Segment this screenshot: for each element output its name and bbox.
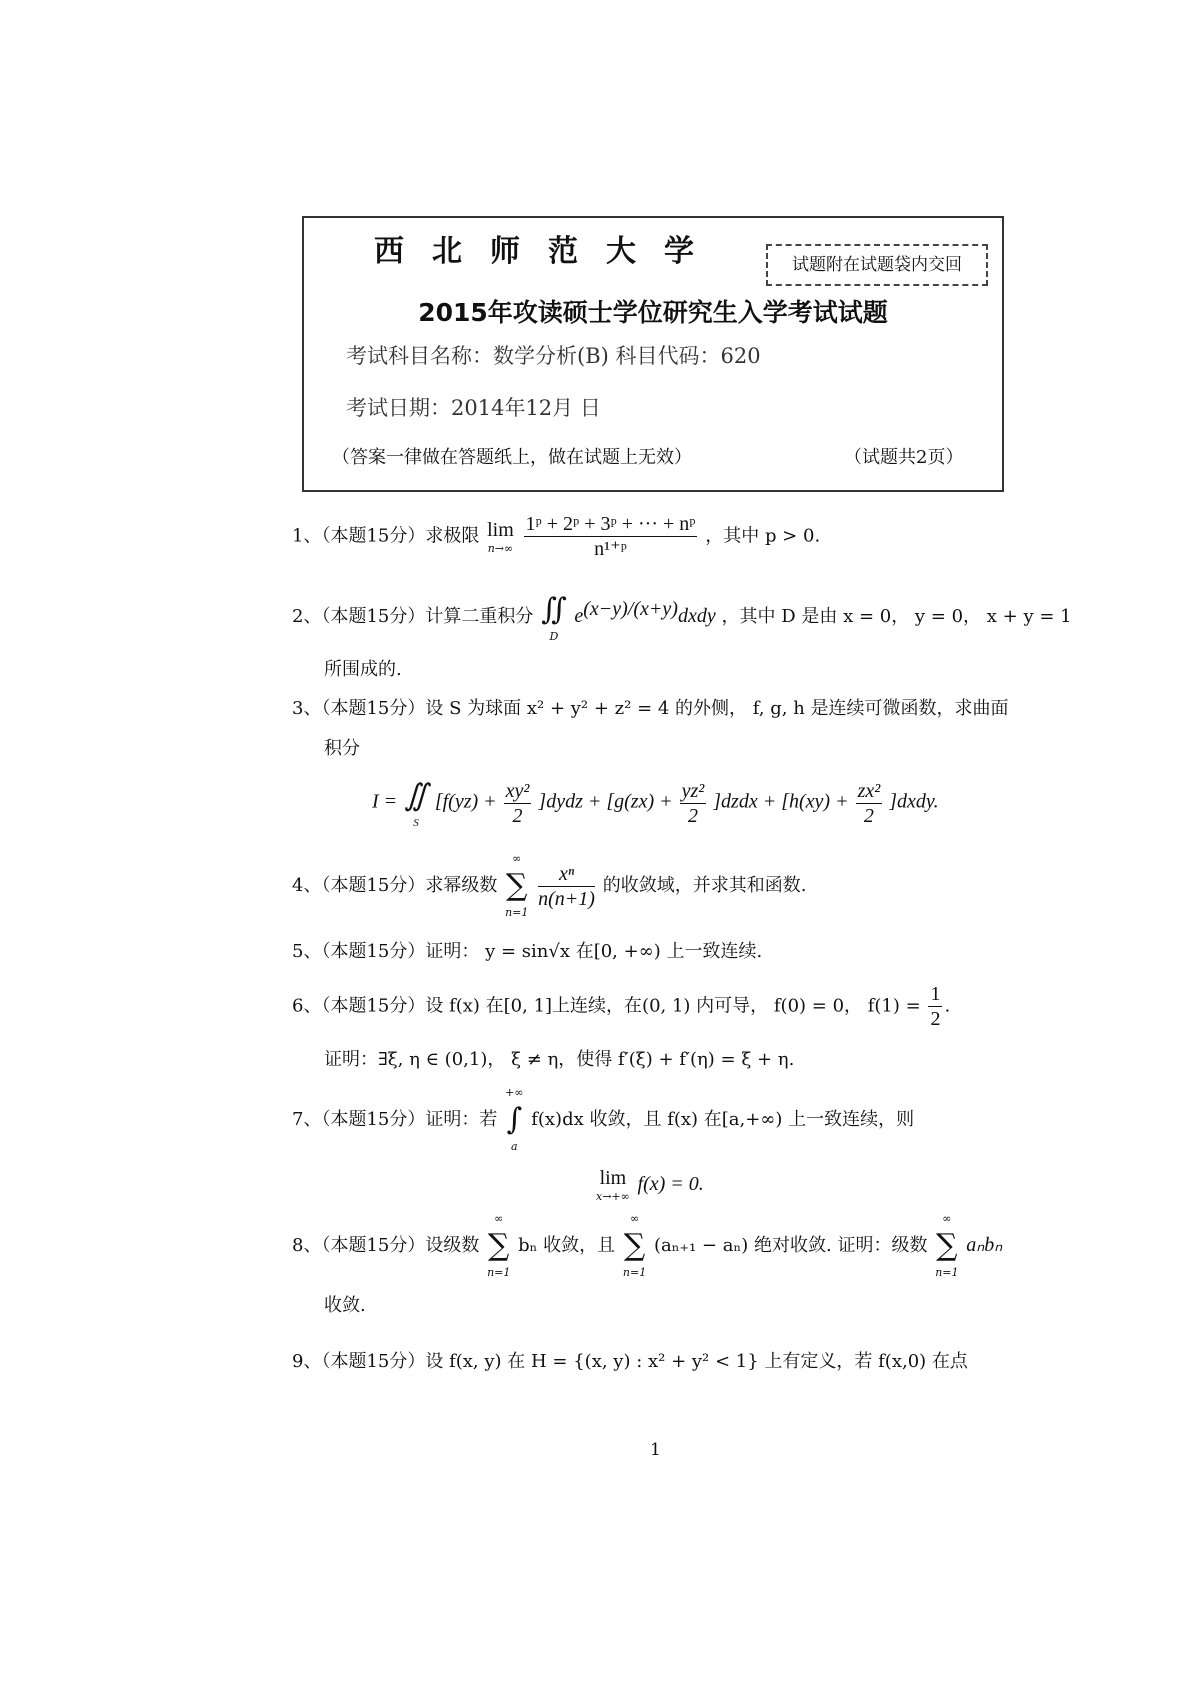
denominator: 2 <box>512 804 523 827</box>
question-8-cont: 收敛. <box>324 1295 366 1316</box>
sum-sign: ∑ <box>623 1228 646 1263</box>
term-1: [f(yz) + <box>434 790 497 813</box>
question-7 <box>292 1086 914 1154</box>
question-6 <box>292 982 950 1031</box>
sum-operator <box>487 1212 510 1280</box>
question-6-cont: 证明：∃ξ, η ∈ (0,1)， ξ ≠ η，使得 f′(ξ) + f′(η) = ξ + η. <box>324 1049 795 1070</box>
q4-fraction <box>538 862 595 911</box>
return-notice-stamp: 试题附在试题袋内交回 <box>766 244 988 286</box>
sum-operator <box>623 1212 646 1280</box>
lim-text: lim <box>599 1167 627 1189</box>
q1-fraction <box>524 512 698 561</box>
one-half <box>928 982 942 1031</box>
q4-suffix: 的收敛域，并求其和函数. <box>602 875 807 896</box>
improper-integral <box>505 1086 523 1154</box>
q4-prefix: 4、（本题15分）求幂级数 <box>292 875 498 896</box>
differential: dxdy <box>677 605 716 627</box>
surface-integral <box>404 776 428 830</box>
q2-suffix: ，其中 D 是由 x = 0， y = 0， x + y = 1 <box>721 606 1072 627</box>
question-8 <box>292 1212 1002 1280</box>
integral-sign: ∬ <box>404 779 428 812</box>
question-2-cont: 所围成的. <box>324 659 402 680</box>
lhs: I = <box>372 790 398 813</box>
exam-title: 2015年攻读硕士学位研究生入学考试试题 <box>418 298 888 327</box>
question-2 <box>292 590 1072 644</box>
question-9: 9、（本题15分）设 f(x, y) 在 H = {(x, y) : x² + y² < 1} 上有定义，若 f(x,0) 在点 <box>292 1351 968 1372</box>
numerator: 1ᵖ + 2ᵖ + 3ᵖ + ··· + nᵖ <box>525 513 696 535</box>
university-name: 西北师范大学 <box>374 234 722 269</box>
q8-text-2: (aₙ₊₁ − aₙ) 绝对收敛. 证明：级数 <box>653 1235 928 1256</box>
exam-date: 考试日期：2014年12月 日 <box>346 396 601 420</box>
lim-sub: n→∞ <box>487 541 514 555</box>
q7-text: f(x)dx 收敛，且 f(x) 在[a,+∞) 上一致连续，则 <box>531 1109 915 1130</box>
sum-sign: ∑ <box>488 1228 510 1263</box>
integral-domain: D <box>549 630 559 643</box>
term-3: ]dzdx + [h(xy) + <box>713 790 849 813</box>
sum-bottom: n=1 <box>487 1266 511 1279</box>
q8-text-1: bₙ 收敛，且 <box>518 1235 616 1256</box>
denominator: 2 <box>930 1008 941 1030</box>
limit-operator <box>596 1166 630 1204</box>
integral-sign: ∬ <box>541 592 567 627</box>
numerator: xⁿ <box>538 862 595 887</box>
sum-sign: ∑ <box>506 868 528 903</box>
question-1 <box>292 512 820 561</box>
question-3: 3、（本题15分）设 S 为球面 x² + y² + z² = 4 的外侧， f, g, h 是连续可微函数，求曲面 <box>292 698 1009 719</box>
limit-statement <box>594 1166 704 1204</box>
question-4 <box>292 852 806 920</box>
frac-2 <box>680 779 707 828</box>
integral-sign: ∫ <box>506 1102 523 1137</box>
sum-operator <box>935 1212 958 1280</box>
denominator: 2 <box>863 804 874 827</box>
sum-top: ∞ <box>942 1212 952 1225</box>
sum-bottom: n=1 <box>935 1266 959 1279</box>
numerator: xy² <box>505 779 530 802</box>
q2-prefix: 2、（本题15分）计算二重积分 <box>292 606 534 627</box>
exp-power: (x−y)/(x+y) <box>583 598 678 620</box>
sum-top: ∞ <box>512 852 522 865</box>
upper-limit: +∞ <box>505 1086 524 1099</box>
sum-operator <box>505 852 528 920</box>
denominator: n(n+1) <box>538 887 595 910</box>
q6-suffix: . <box>944 995 951 1017</box>
sum-bottom: n=1 <box>505 906 529 919</box>
numerator: zx² <box>857 779 881 802</box>
term-4: ]dxdy. <box>889 790 939 813</box>
q8-text-3: aₙbₙ <box>966 1234 1003 1256</box>
denominator: 2 <box>687 804 698 827</box>
frac-1 <box>504 779 532 828</box>
sum-bottom: n=1 <box>622 1266 647 1279</box>
exam-header-box <box>302 216 1004 492</box>
lim-text: lim <box>487 518 514 541</box>
numerator: 1 <box>930 983 941 1005</box>
question-3-cont: 积分 <box>324 738 360 759</box>
sum-top: ∞ <box>629 1212 640 1225</box>
answer-note: （答案一律做在答题纸上，做在试题上无效） <box>332 447 692 468</box>
sum-sign: ∑ <box>936 1228 958 1263</box>
lower-limit: a <box>511 1140 518 1153</box>
q7-prefix: 7、（本题15分）证明：若 <box>292 1109 498 1130</box>
numerator: yz² <box>681 779 705 802</box>
term-2: ]dydz + [g(zx) + <box>538 790 673 813</box>
surface-label: S <box>413 817 419 829</box>
exam-subject: 考试科目名称：数学分析(B) 科目代码：620 <box>346 344 761 368</box>
exp-base: e <box>574 605 584 627</box>
q1-prefix: 1、（本题15分）求极限 <box>292 525 480 547</box>
sum-top: ∞ <box>494 1212 504 1225</box>
page-number: 1 <box>650 1440 661 1460</box>
surface-integral-formula <box>372 776 939 830</box>
page-count-note: （试题共2页） <box>844 447 964 468</box>
double-integral <box>541 590 567 644</box>
lim-sub: x→+∞ <box>596 1190 630 1203</box>
q1-suffix: ，其中 p > 0. <box>705 525 821 547</box>
q8-prefix: 8、（本题15分）设级数 <box>292 1235 480 1256</box>
lim-expr: f(x) = 0. <box>637 1173 704 1195</box>
denominator: n¹⁺ᵖ <box>594 538 627 560</box>
q6-prefix: 6、（本题15分）设 f(x) 在[0, 1]上连续，在(0, 1) 内可导， f(0) = 0， f(1) = <box>292 995 921 1017</box>
question-5: 5、（本题15分）证明： y = sin√x 在[0, +∞) 上一致连续. <box>292 941 763 962</box>
limit-operator <box>487 518 514 556</box>
frac-3 <box>856 779 883 828</box>
